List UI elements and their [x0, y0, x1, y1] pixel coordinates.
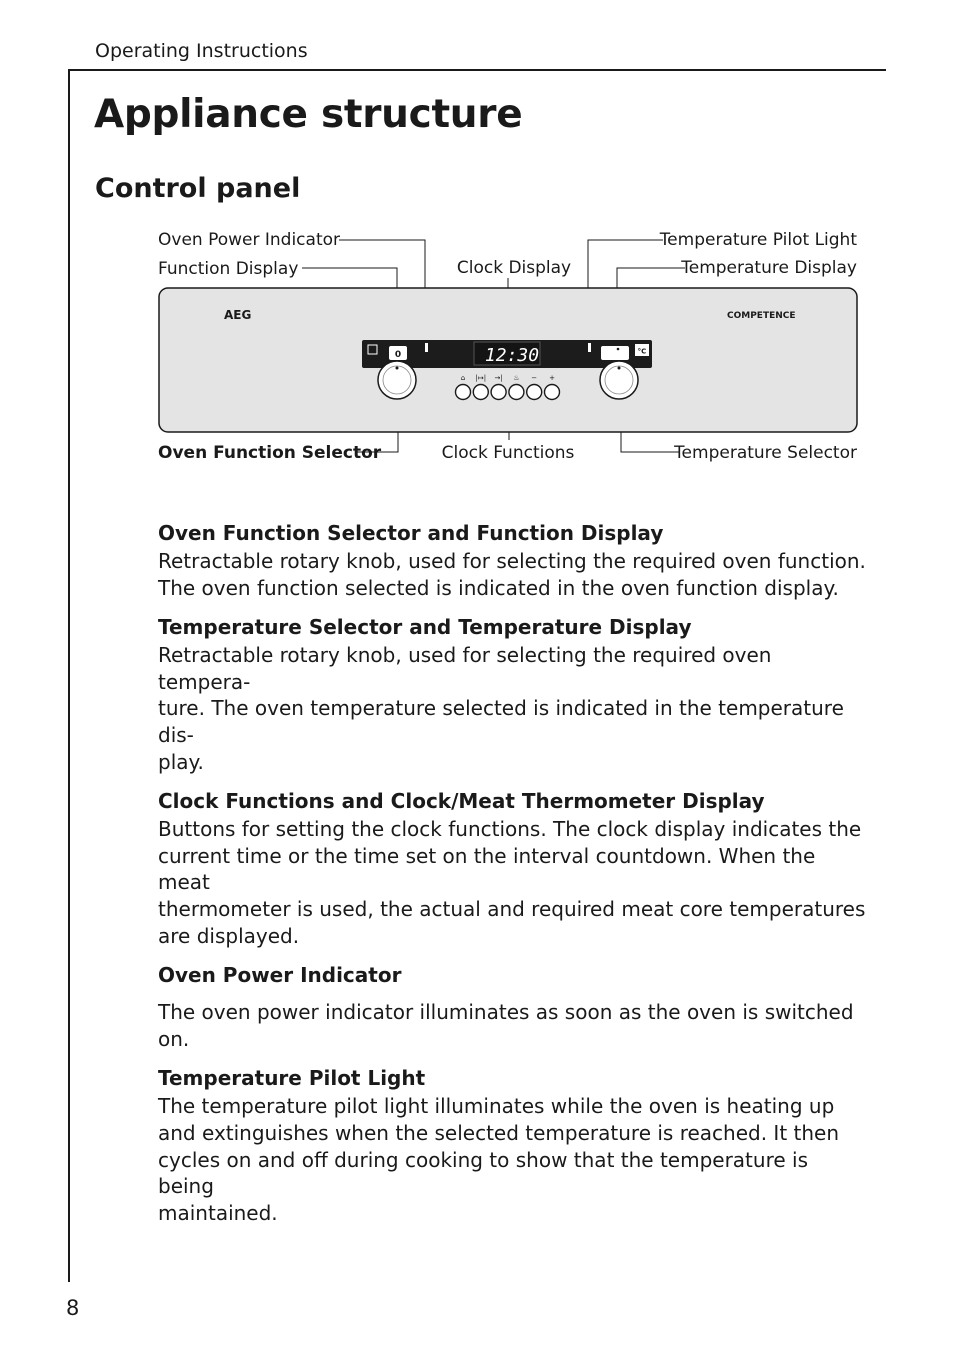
- clock-button-symbol: ♨: [513, 374, 520, 382]
- paragraph-line: and extinguishes when the selected temperature is reached. It then: [158, 1120, 840, 1145]
- description-section: [158, 960, 868, 1052]
- section-paragraph: [158, 548, 868, 601]
- clock-button-symbol: →|: [494, 374, 503, 382]
- paragraph-line: thermometer is used, the actual and required meat core temperatures: [158, 896, 866, 921]
- section-heading: Oven Power Indicator: [158, 963, 402, 988]
- clock-function-button[interactable]: [491, 385, 506, 400]
- paragraph-line: The oven function selected is indicated in the oven function display.: [158, 575, 839, 600]
- clock-button-symbol: |↦|: [475, 374, 487, 382]
- clock-function-button[interactable]: [527, 385, 542, 400]
- paragraph-line: cycles on and off during cooking to show that the temperature is being: [158, 1147, 808, 1199]
- section-paragraph: [158, 999, 868, 1052]
- page-number: 8: [66, 1296, 80, 1320]
- paragraph-line: are displayed.: [158, 923, 300, 948]
- callout-clock-display: Clock Display: [456, 258, 572, 278]
- clock-function-button[interactable]: [509, 385, 524, 400]
- clock-button-symbol: −: [531, 374, 538, 382]
- temperature-knob-mark: [617, 348, 620, 351]
- paragraph-line: ture. The oven temperature selected is indicated in the temperature dis-: [158, 696, 844, 747]
- paragraph-line: on.: [158, 1026, 190, 1051]
- description-section: [158, 612, 868, 775]
- section-paragraph: [158, 1093, 868, 1226]
- oven-function-selector-knob[interactable]: [378, 361, 416, 399]
- section-heading: Temperature Pilot Light: [158, 1066, 426, 1091]
- oven-power-indicator-light: [425, 343, 428, 352]
- callout-clock-functions: Clock Functions: [441, 443, 575, 463]
- description-section: [158, 518, 868, 601]
- paragraph-line: The temperature pilot light illuminates while the oven is heating up: [158, 1094, 835, 1119]
- paragraph-line: current time or the time set on the interval countdown. When the meat: [158, 843, 816, 895]
- clock-button-symbol: ⌂: [460, 374, 466, 382]
- callout-temperature-selector: Temperature Selector: [674, 443, 857, 463]
- callout-temperature-pilot-light: Temperature Pilot Light: [659, 230, 857, 250]
- section-heading: Temperature Selector and Temperature Display: [158, 615, 692, 640]
- temperature-selector-knob[interactable]: [600, 361, 638, 399]
- callout-temperature-display: Temperature Display: [681, 258, 857, 278]
- callout-oven-function-selector: Oven Function Selector: [158, 443, 382, 463]
- paragraph-line: play.: [158, 749, 204, 774]
- clock-function-button[interactable]: [473, 385, 488, 400]
- description-section: [158, 786, 868, 949]
- section-paragraph: [158, 642, 868, 775]
- clock-time: 12:30: [484, 345, 540, 366]
- running-head: Operating Instructions: [95, 40, 308, 62]
- section-heading: Oven Function Selector and Function Display: [158, 521, 664, 545]
- page-title: Appliance structure: [94, 92, 523, 137]
- temperature-knob-indicator: [601, 346, 629, 360]
- paragraph-line: maintained.: [158, 1200, 278, 1225]
- clock-function-button[interactable]: [545, 385, 560, 400]
- temperature-unit: °C: [637, 347, 647, 356]
- description-section: [158, 1063, 868, 1226]
- paragraph-line: Retractable rotary knob, used for selecting the required oven function.: [158, 549, 866, 573]
- description-text: [158, 518, 868, 1226]
- brand-logo: AEG: [224, 308, 252, 322]
- section-paragraph: [158, 816, 868, 949]
- paragraph-line: Buttons for setting the clock functions. The clock display indicates the: [158, 817, 862, 842]
- function-knob-mark: 0: [394, 350, 402, 360]
- paragraph-line: Retractable rotary knob, used for selecting the required oven tempera-: [158, 643, 772, 694]
- temperature-pilot-light: [588, 343, 591, 352]
- section-heading: Clock Functions and Clock/Meat Thermometer Display: [158, 789, 765, 814]
- paragraph-line: The oven power indicator illuminates as soon as the oven is switched: [158, 1000, 854, 1025]
- callout-function-display: Function Display: [158, 259, 299, 279]
- clock-function-button[interactable]: [456, 385, 471, 400]
- section-title: Control panel: [95, 173, 301, 204]
- clock-button-symbol: +: [549, 374, 555, 382]
- callout-oven-power-indicator: Oven Power Indicator: [158, 230, 341, 250]
- model-label: COMPETENCE: [727, 311, 796, 321]
- control-panel-diagram: [0, 0, 954, 480]
